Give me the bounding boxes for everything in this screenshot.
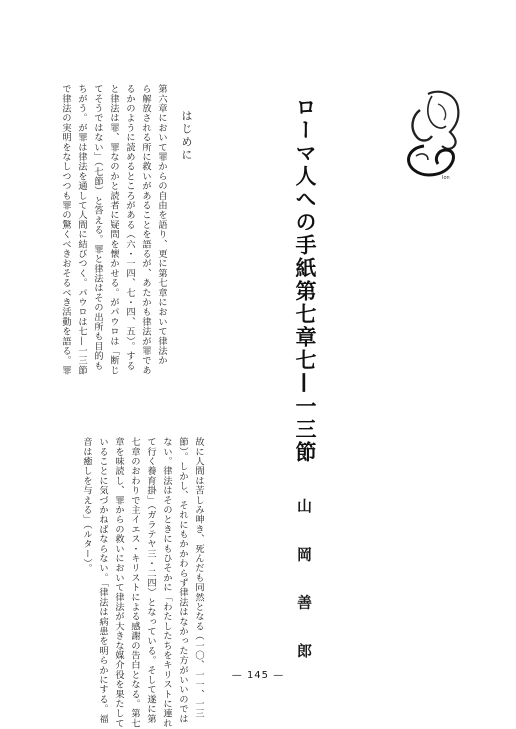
text-line: ちがう。が罪は律法を通して人間に結びつく。パウロは七—一三節	[76, 84, 87, 375]
text-line: いることに気づかねばならない。「律法は病患を明らかにする。福	[97, 437, 108, 724]
text-line: で律法の実明をなしつつも罪の驚くべきおそるべき活動を語る。罪	[60, 84, 71, 375]
text-line: てそうではない」（七節）と答える。罪と律法はその出所も目的も	[92, 84, 103, 371]
text-line: 第六章において罪からの自由を語り、更に第七章において律法か	[156, 84, 167, 366]
text-line: ら解放される所に救いがあることを語るが、あたかも律法が罪であ	[140, 84, 151, 375]
illustration-signature: Ion	[442, 175, 450, 181]
text-line: 故に人間は苦しみ呻き、死んだも同然となる（一〇、一一、一三	[193, 437, 204, 719]
article-title: ローマ人への手紙第七章七—一三節	[293, 96, 317, 464]
page-number: — 145 —	[231, 670, 285, 681]
text-line: て行く養育掛」（ガラテヤ三・二四）となっている。そして遂に第	[145, 437, 156, 724]
text-line: るかのように読めるところがある（六・一四、七・四、五）。する	[124, 84, 135, 371]
text-line: 七章のおわりで主イエス・キリストによる感謝の告白となる。第七	[129, 437, 140, 728]
head-profile-illustration	[398, 86, 468, 182]
author-name: 山 岡 善 郎	[295, 498, 313, 672]
text-line: 章を味読し、罪からの救いにおいて律法が大きな媒介役を果たして	[113, 437, 124, 728]
text-line: 音は癒しを与える」（ルター）。	[81, 437, 92, 574]
text-line: と律法は罪、罪なのかと読者に疑問を懐かせる。がパウロは「断じ	[108, 84, 119, 375]
section-heading: はじめに	[180, 110, 193, 162]
text-line: ない。律法はそのときにもひそかに「わたしたちをキリストに連れ	[161, 437, 172, 728]
text-line: 節）。しかし、それにもかかわらず律法はなかった方がいいのでは	[177, 437, 188, 724]
lower-paragraph	[81, 437, 206, 728]
intro-paragraph	[60, 84, 169, 375]
